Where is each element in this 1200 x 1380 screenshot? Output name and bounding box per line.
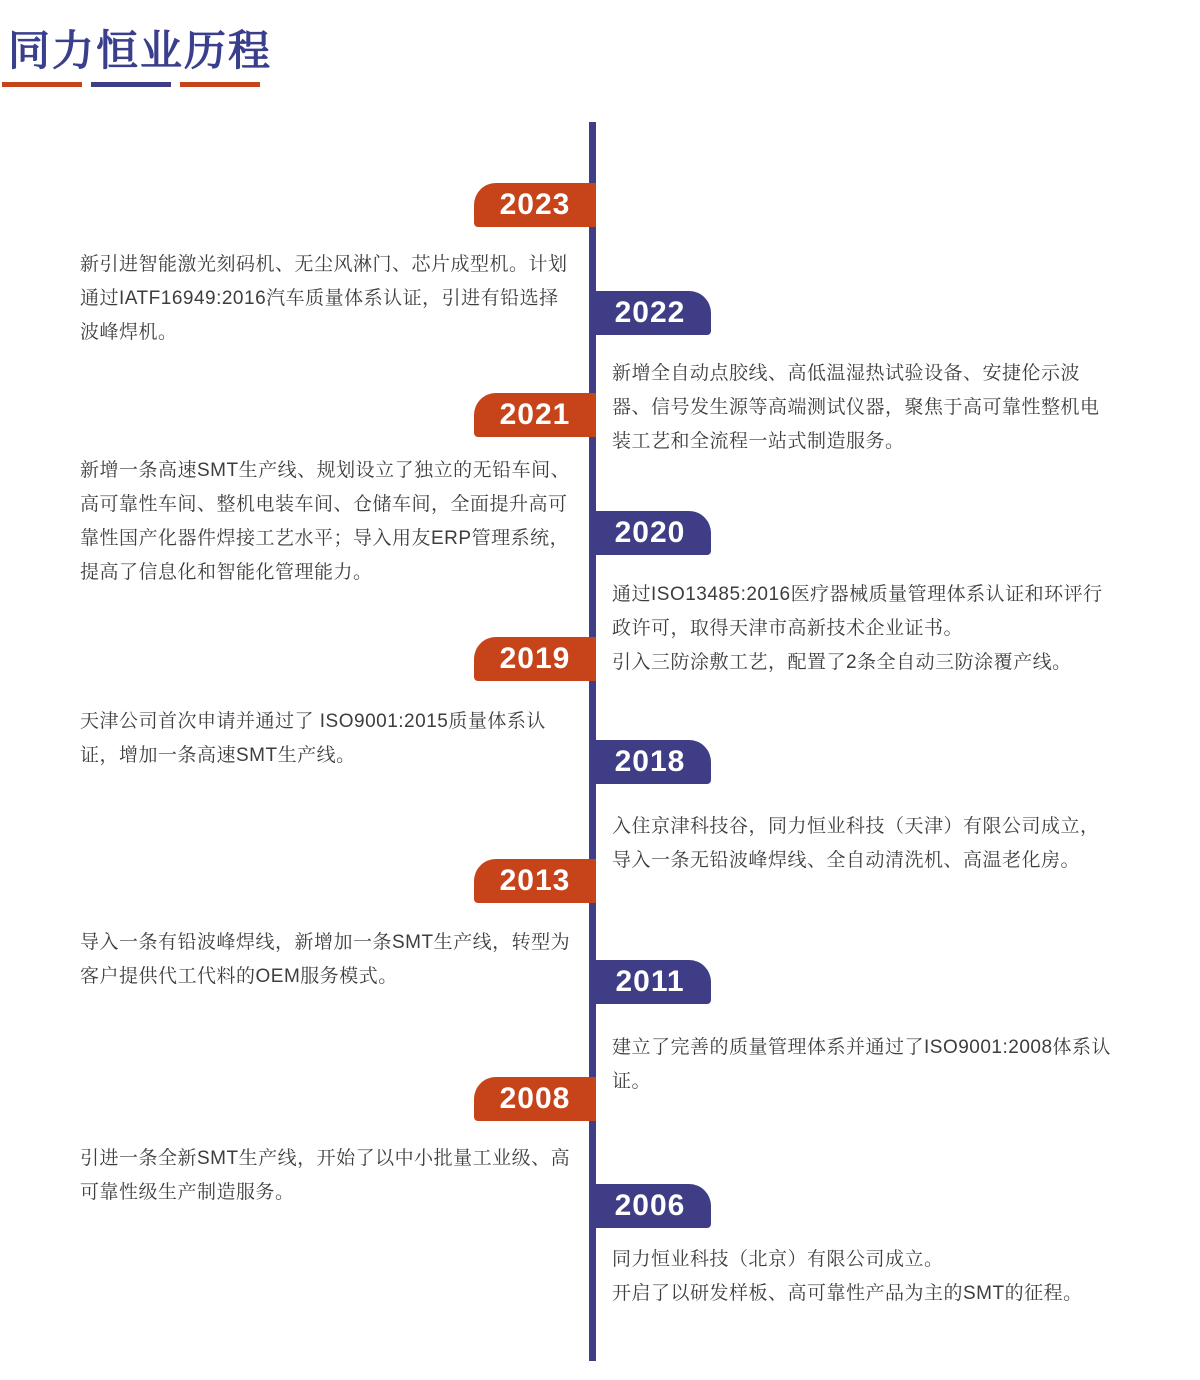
event-paragraph: 入住京津科技谷，同力恒业科技（天津）有限公司成立，导入一条无铅波峰焊线、全自动清洗机、高温老化房。: [612, 816, 1100, 871]
year-badge: [589, 740, 711, 784]
year-label: 2011: [615, 965, 685, 998]
event-paragraph: 通过ISO13485:2016医疗器械质量管理体系认证和环评行政许可，取得天津市高新技术企业证书。: [612, 584, 1103, 639]
title-underline: [2, 82, 260, 87]
underline-dash-orange-1: [2, 82, 82, 87]
event-description: [80, 248, 574, 350]
underline-dash-navy: [91, 82, 171, 87]
year-label: 2020: [614, 516, 686, 549]
event-paragraph: 导入一条有铅波峰焊线，新增加一条SMT生产线，转型为客户提供代工代料的OEM服务模式。: [80, 932, 571, 987]
year-badge: [589, 1184, 711, 1228]
event-description: [612, 1243, 1118, 1311]
year-badge: [589, 960, 711, 1004]
year-label: 2013: [499, 864, 571, 897]
event-paragraph: 新增一条高速SMT生产线、规划设立了独立的无铅车间、高可靠性车间、整机电装车间、仓储车间，全面提升高可靠性国产化器件焊接工艺水平；导入用友ERP管理系统，提高了信息化和智能化管理能力。: [80, 460, 571, 583]
year-label: 2018: [614, 745, 686, 778]
year-badge: [589, 291, 711, 335]
year-label: 2006: [614, 1189, 686, 1222]
year-label: 2021: [499, 398, 571, 431]
year-badge: [589, 511, 711, 555]
event-paragraph: 引进一条全新SMT生产线，开始了以中小批量工业级、高可靠性级生产制造服务。: [80, 1148, 571, 1203]
event-paragraph: 开启了以研发样板、高可靠性产品为主的SMT的征程。: [612, 1283, 1083, 1304]
underline-dash-orange-2: [180, 82, 260, 87]
event-description: [80, 926, 574, 994]
event-paragraph: 新增全自动点胶线、高低温湿热试验设备、安捷伦示波器、信号发生源等高端测试仪器，聚焦于高可靠性整机电装工艺和全流程一站式制造服务。: [612, 363, 1100, 452]
year-badge: [474, 393, 596, 437]
event-paragraph: 同力恒业科技（北京）有限公司成立。: [612, 1249, 944, 1270]
year-label: 2008: [499, 1082, 571, 1115]
event-paragraph: 引入三防涂敷工艺，配置了2条全自动三防涂覆产线。: [612, 652, 1072, 673]
event-description: [612, 578, 1118, 680]
event-paragraph: 建立了完善的质量管理体系并通过了ISO9001:2008体系认证。: [612, 1037, 1112, 1092]
event-description: [612, 810, 1118, 878]
event-description: [80, 705, 574, 773]
year-label: 2019: [499, 642, 571, 675]
year-badge: [474, 637, 596, 681]
event-paragraph: 新引进智能激光刻码机、无尘风淋门、芯片成型机。计划通过IATF16949:2016汽车质量体系认证，引进有铅选择波峰焊机。: [80, 254, 568, 343]
year-badge: [474, 859, 596, 903]
year-badge: [474, 183, 596, 227]
event-description: [612, 1031, 1118, 1099]
year-label: 2023: [499, 188, 571, 221]
event-description: [80, 1142, 574, 1210]
year-badge: [474, 1077, 596, 1121]
event-description: [612, 357, 1118, 459]
page-title: 同力恒业历程: [8, 27, 273, 74]
year-label: 2022: [614, 296, 686, 329]
event-description: [80, 454, 574, 590]
event-paragraph: 天津公司首次申请并通过了 ISO9001:2015质量体系认证，增加一条高速SMT生产线。: [80, 711, 546, 766]
